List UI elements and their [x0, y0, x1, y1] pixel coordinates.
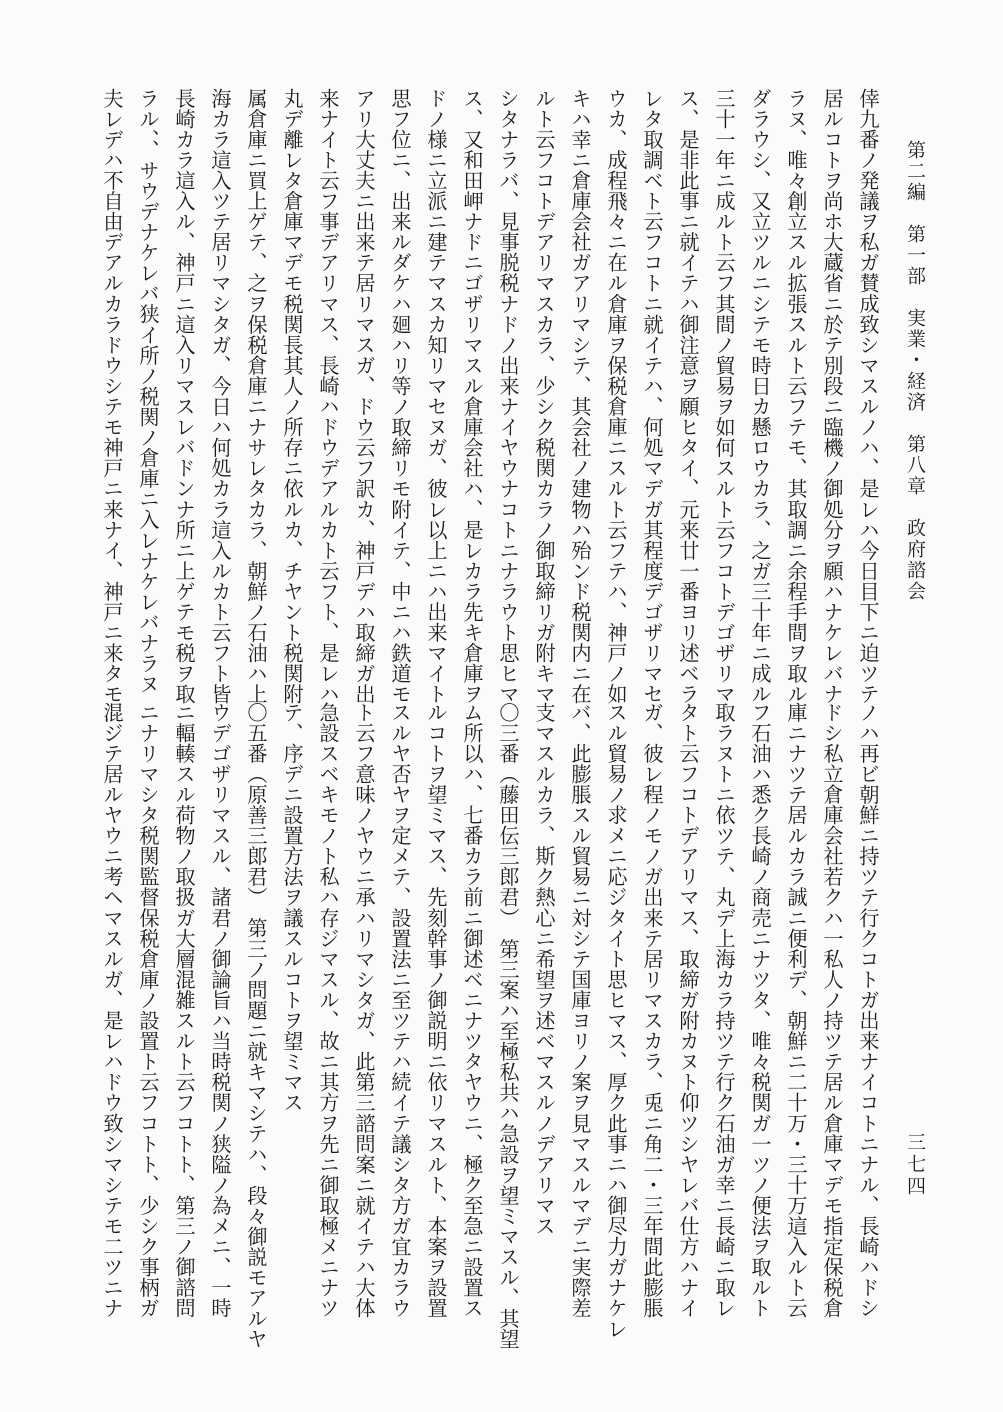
text-line: 長崎カラ這入ル、神戸ニ這入リマスレバドンナ所ニ上ゲテモ税ヲ取	[172, 88, 196, 705]
text-line: 倖九番ノ発議ヲ私ガ賛成致シマスルノハ、是レハ今日目下ニ迫ツテ	[856, 88, 880, 705]
text-line: 支マスルカラ、斯ク熱心ニ希望ヲ述ベマスルノデアリマス	[532, 702, 556, 1237]
upper-text-block	[76, 88, 886, 705]
text-line: 取ラヌトニ依ツテ、丸デ上海カラ持ツテ行ク石油ガ幸ニ長崎ニ取レ	[712, 702, 736, 1319]
text-line: フ石油ハ悉ク長崎ノ商売ニナツタ、唯々税関ガ一ツノ便法ヲ取ルト	[748, 702, 772, 1319]
text-line: ダラウシ、又立ツルニシテモ時日カ懸ロウカラ、之ガ三十年ニ成ル	[748, 88, 772, 705]
text-line: 属倉庫ニ買上ゲテ、之ヲ保税倉庫ニナサレタカラ、朝鮮ノ石油ハ上	[244, 88, 268, 705]
text-line: スル貿易ノ求メニ応ジタイト思ヒマス、厚ク此事ニハ御尽力ガナケレ	[604, 702, 628, 1340]
text-line: ドノ様ニ立派ニ建テマスカ知リマセヌガ、彼レ以上ニハ出来マイト	[424, 88, 448, 705]
text-line: レタ取調ベト云フコトニ就イテハ、何処マデガ其程度デゴザリマセ	[640, 88, 664, 705]
text-line: 丸デ離レタ倉庫マデモ税関長其人ノ所存ニ依ルカ、チヤント税関附	[280, 88, 304, 705]
text-line: タト云フコトデアリマス、取締ガ附カヌト仰ツシヤレバ仕方ハナイ	[676, 702, 700, 1319]
text-line: キハ幸ニ倉庫会社ガアリマシテ、其会社ノ建物ハ殆ンド税関内ニ在	[568, 88, 592, 705]
text-line: テ、序デニ設置方法ヲ議スルコトヲ望ミマス	[280, 702, 304, 1113]
text-line: ウカ、成程飛々ニ在ル倉庫ヲ保税倉庫ニスルト云フテハ、神戸ノ如	[604, 88, 628, 705]
text-line: 居ルコトヲ尚ホ大蔵省ニ於テ別段ニ臨機ノ御処分ヲ願ハナケレバナ	[820, 88, 844, 705]
text-line: 〇三番（藤田伝三郎君） 第三案ハ至極私共ハ急設ヲ望ミマスル、其望	[496, 702, 520, 1350]
text-line: ト云フ意味ノヤウニ承ハリマシタガ、此第三諮問案ニ就イテハ大体	[352, 702, 376, 1319]
text-line: ラヌ、唯々創立スル拡張スルト云フテモ、其取調ニ余程手間ヲ取ル	[784, 88, 808, 705]
text-line: ス、是非此事ニ就イテハ御注意ヲ願ヒタイ、元来廿一番ヨリ述ベラ	[676, 88, 700, 705]
text-line: ウデゴザリマスル、諸君ノ御論旨ハ当時税関ノ狭隘ノ為メニ、一時	[208, 702, 232, 1319]
text-line: 急設スベキモノト私ハ存ジマスル、故ニ其方ヲ先ニ御取極メニナツ	[316, 702, 340, 1319]
text-line: シタナラバ、見事脱税ナドノ出来ナイヤウナコトニナラウト思ヒマ	[496, 88, 520, 705]
text-line: 来ナイト云フ事デアリマス、長崎ハドウデアルカト云フト、是レハ	[316, 88, 340, 705]
page-number: 三七四	[904, 1132, 926, 1198]
running-head: 第二編 第一部 実業・経済 第八章 政府諮会	[904, 140, 926, 602]
text-line: ニナリマシタ税関監督保税倉庫ノ設置ト云フコトト、少シク事柄ガ	[136, 702, 160, 1319]
text-line: ム所以ハ、七番カラ前ニ御述ベニナツタヤウニ、極ク至急ニ設置ス	[460, 702, 484, 1319]
text-line: ガ、彼レ程ノモノガ出来テ居リマスカラ、兎ニ角二・三年間此膨脹	[640, 702, 664, 1319]
text-line: ス、又和田岬ナドニゴザリマスル倉庫会社ハ、是レカラ先キ倉庫ヲ	[460, 88, 484, 705]
lower-text-block	[100, 702, 886, 1350]
text-line: 庫ニナツテ居ルカラ誠ニ便利デ、朝鮮ニ二十万・三十万這入ルト云	[784, 702, 808, 1319]
text-line: スルヤ否ヤヲ定メテ、設置法ニ至ツテハ続イテ議シタ方ガ宜カラウ	[388, 702, 412, 1319]
text-line: 〇五番（原善三郎君） 第三ノ問題ニ就キマシテハ、段々御説モアルヤ	[244, 702, 268, 1350]
text-line: ドシ私立倉庫会社若クハ一私人ノ持ツテ居ル倉庫マデモ指定保税倉	[820, 702, 844, 1319]
text-line: アリ大丈夫ニ出来テ居リマスガ、ドウ云フ訳カ、神戸デハ取締ガ出	[352, 88, 376, 705]
text-line: ルト云フコトデアリマスカラ、少シク税関カラノ御取締リガ附キマ	[532, 88, 556, 705]
text-line: ノハ再ビ朝鮮ニ持ツテ行クコトガ出来ナイコトニナル、長崎ハドシ	[856, 702, 880, 1319]
text-line: 夫レデハ不自由デアルカラドウシテモ神戸ニ来ナイ、神戸ニ来タモ	[100, 88, 124, 705]
text-line: ニ輻輳スル荷物ノ取扱ガ大層混雑スルト云フコトト、第三ノ御諮問	[172, 702, 196, 1319]
text-line: 思フ位ニ、出来ルダケハ廻ハリ等ノ取締リモ附イテ、中ニハ鉄道モ	[388, 88, 412, 705]
text-line: 海カラ這入ツテ居リマシタガ、今日ハ何処カラ這入ルカト云フト皆	[208, 88, 232, 705]
text-line: ルコトヲ望ミマス、先刻幹事ノ御説明ニ依リマスルト、本案ヲ設置	[424, 702, 448, 1319]
text-line: ラル、、サウデナケレバ狭イ所ノ税関ノ倉庫ニ入レナケレバナラヌ	[136, 88, 160, 695]
text-line: 三十一年ニ成ルト云フ其間ノ貿易ヲ如何スルト云フコトデゴザリマ	[712, 88, 736, 705]
text-line: 混ジテ居ルヤウニ考ヘマスルガ、是レハドウ致シマシテモ二ツニナ	[100, 702, 124, 1319]
text-line: バ、此膨脹スル貿易ニ対シテ国庫ヨリノ案ヲ見マスルマデニ実際差	[568, 702, 592, 1319]
